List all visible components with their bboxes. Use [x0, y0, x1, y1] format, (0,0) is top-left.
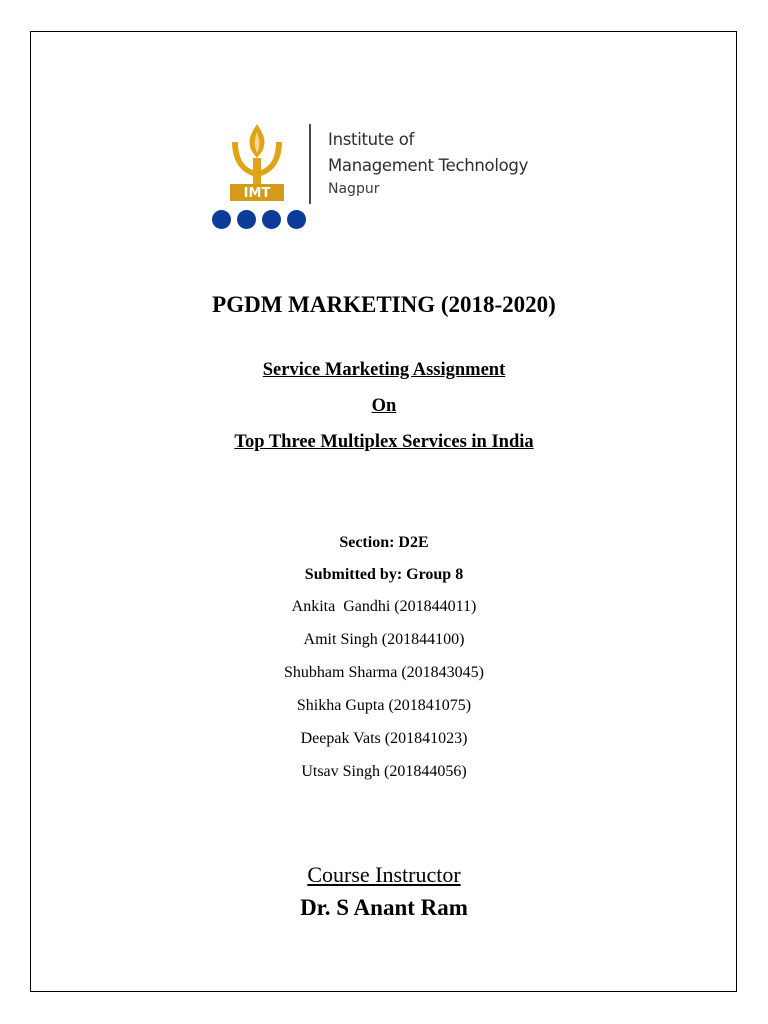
member-name: Amit Singh (201844100) [303, 631, 465, 648]
member-name: Deepak Vats (201841023) [300, 730, 468, 747]
institute-name-line2: Management Technology [328, 155, 529, 175]
logo-dot-icon [212, 210, 231, 229]
institute-location: Nagpur [328, 181, 380, 197]
logo-dot-icon [237, 210, 256, 229]
imt-abbreviation: IMT [243, 186, 271, 201]
logo-divider [309, 124, 311, 204]
assignment-topic: Top Three Multiplex Services in India [234, 432, 534, 452]
member-name: Shikha Gupta (201841075) [296, 697, 472, 714]
institute-name-line1: Institute of [328, 130, 415, 149]
institute-name [328, 132, 528, 196]
member-name: Utsav Singh (201844056) [301, 763, 467, 780]
program-title: PGDM MARKETING (2018-2020) [212, 292, 556, 317]
instructor-name: Dr. S Anant Ram [300, 895, 468, 920]
submitted-by-label: Submitted by: Group 8 [304, 566, 464, 583]
institute-logo [208, 122, 568, 234]
member-name: Shubham Sharma (201843045) [284, 664, 484, 681]
section-label: Section: D2E [339, 534, 429, 551]
logo-dot-icon [287, 210, 306, 229]
assignment-connector: On [371, 396, 397, 416]
imt-emblem-icon [226, 122, 288, 212]
member-name: Ankita Gandhi (201844011) [291, 598, 477, 615]
assignment-title: Service Marketing Assignment [262, 360, 506, 380]
logo-dots [212, 210, 306, 229]
course-instructor-label: Course Instructor [307, 862, 461, 887]
logo-dot-icon [262, 210, 281, 229]
